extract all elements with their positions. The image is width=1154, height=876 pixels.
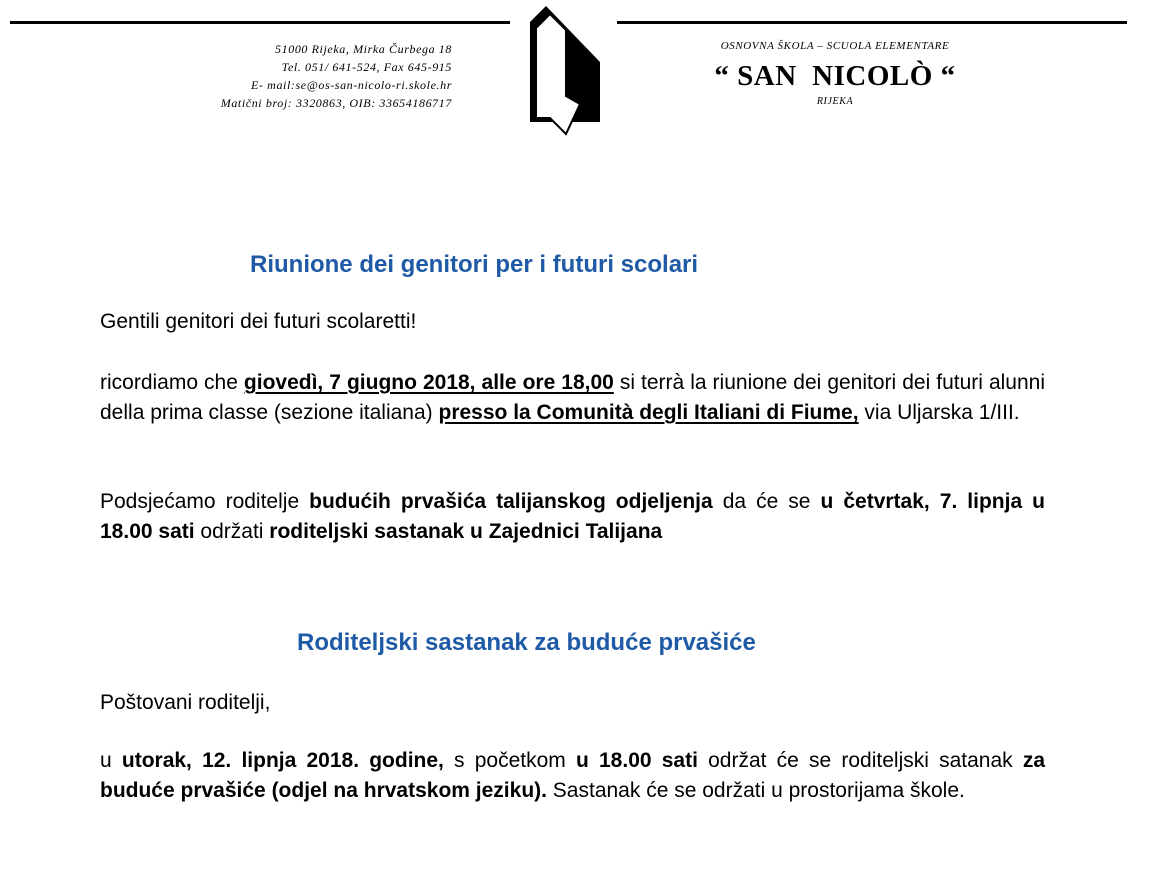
text-span: Podsjećamo roditelje <box>100 490 310 513</box>
meeting-time-croatian: u 18.00 sati <box>575 749 698 772</box>
text-span: da će se <box>712 490 821 513</box>
text-span: si terrà la riunione dei genitori dei futuri alunni della prima classe (sezione italiana) <box>100 371 1046 424</box>
text-span: via Uljarska 1/III. <box>858 401 1020 424</box>
italian-greeting: Gentili genitori dei futuri scolaretti! <box>100 310 417 333</box>
text-span: ricordiamo che <box>100 371 244 394</box>
school-logo-icon <box>524 0 604 140</box>
meeting-date-italian: giovedì, 7 giugno 2018, alle ore 18,00 <box>243 371 614 394</box>
school-address-block <box>221 40 452 112</box>
italian-title: Riunione dei genitori per i futuri scolari <box>250 251 699 278</box>
school-title-block <box>660 40 1010 107</box>
text-span: Sastanak će se održati u prostorijama škole. <box>546 779 965 802</box>
school-type: OSNOVNA ŠKOLA – SCUOLA ELEMENTARE <box>720 40 950 52</box>
text-span: održati <box>194 520 270 543</box>
italian-paragraph <box>100 368 1045 428</box>
school-city: RIJEKA <box>816 96 854 107</box>
croatian-greeting: Poštovani roditelji, <box>100 691 271 714</box>
registration-line: Matični broj: 3320863, OIB: 33654186717 <box>220 96 452 110</box>
croatian-title: Roditeljski sastanak za buduće prvašiće <box>297 629 756 656</box>
bold-span: roditeljski sastanak u Zajednici Talijana <box>269 520 663 543</box>
croatian-reminder-paragraph <box>100 487 1045 547</box>
address-line: 51000 Rijeka, Mirka Čurbega 18 <box>275 42 452 56</box>
school-name: “ SAN NICOLÒ “ <box>714 60 956 92</box>
phone-line: Tel. 051/ 641-524, Fax 645-915 <box>281 60 452 74</box>
text-span: s početkom <box>443 749 576 772</box>
header-rule-left <box>10 21 510 24</box>
header-rule-right <box>617 21 1127 24</box>
meeting-place-italian: presso la Comunità degli Italiani di Fiume, <box>438 401 859 424</box>
text-span: u <box>100 749 122 772</box>
meeting-date-reminder: u četvrtak, 7. lipnja u 18.00 sati <box>100 490 1045 543</box>
email-line: E- mail:se@os-san-nicolo-ri.skole.hr <box>251 78 452 92</box>
meeting-date-croatian: utorak, 12. lipnja 2018. godine, <box>121 749 444 772</box>
bold-span: budućih prvašića talijanskog odjeljenja <box>309 490 713 513</box>
croatian-paragraph <box>100 746 1045 806</box>
bold-span: za buduće prvašiće (odjel na hrvatskom jeziku). <box>100 749 1046 802</box>
text-span: održat će se roditeljski satanak <box>697 749 1023 772</box>
